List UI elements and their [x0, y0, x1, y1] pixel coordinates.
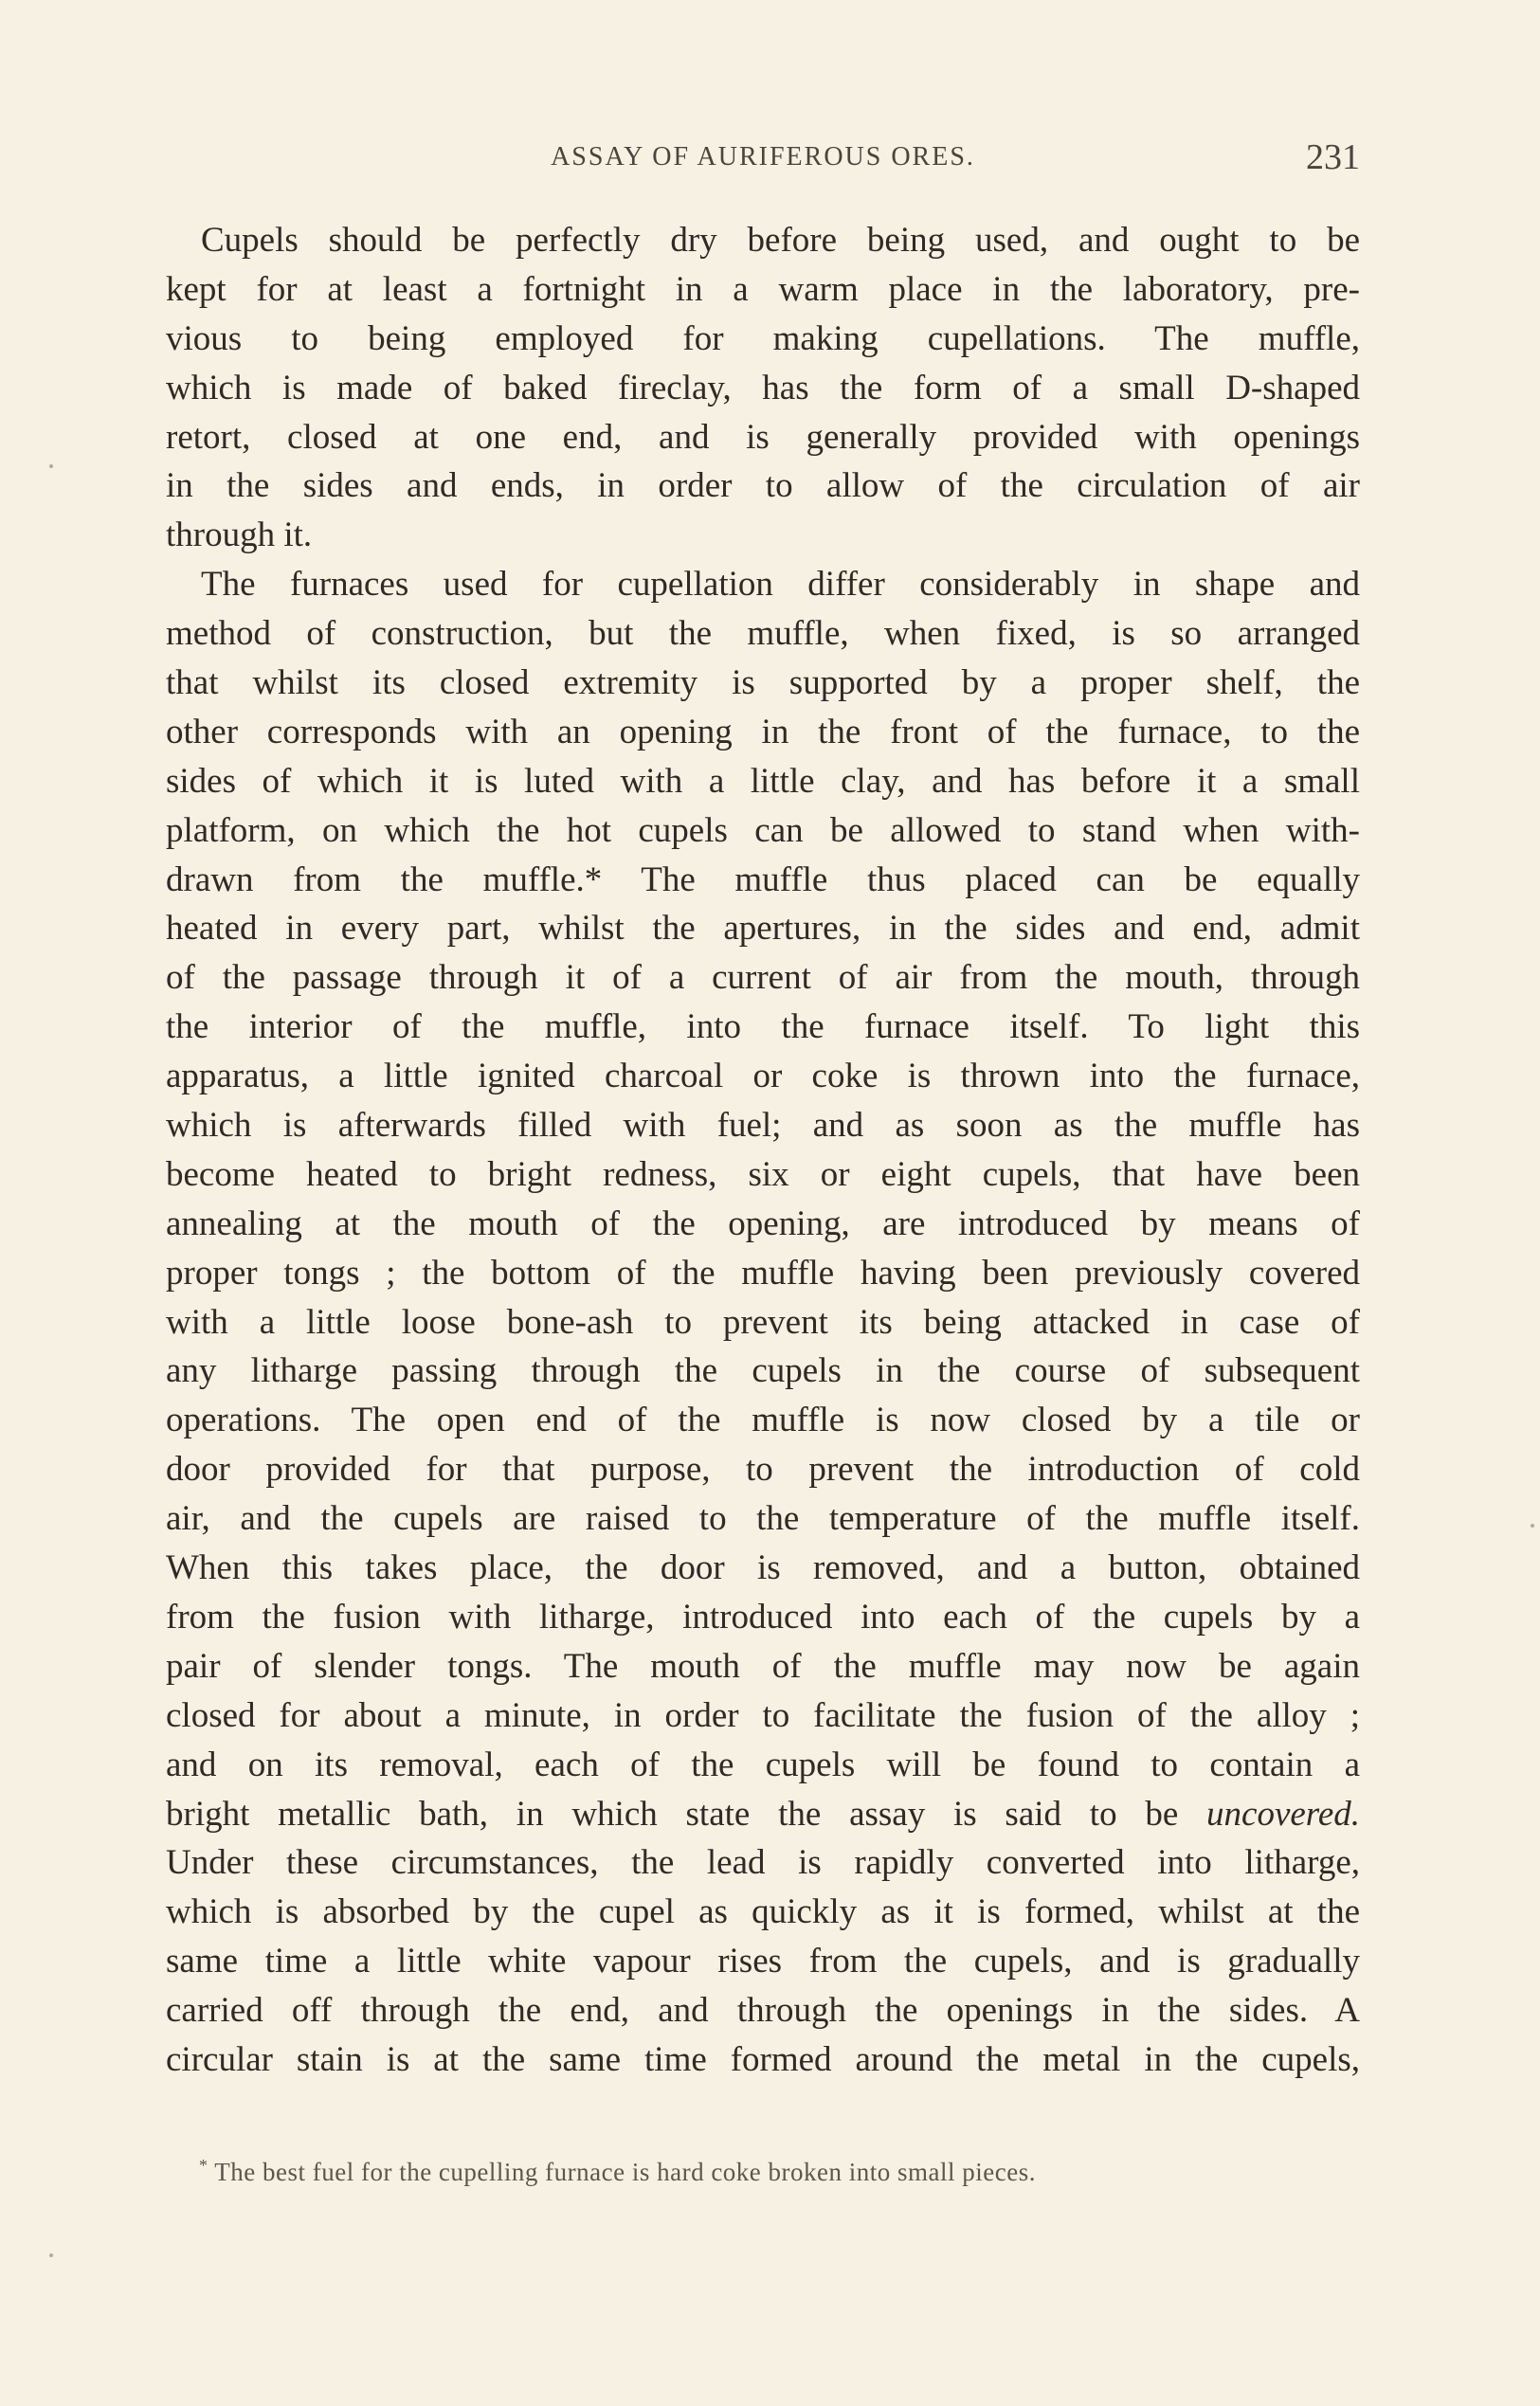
text-line: Cupels should be perfectly dry before being used, and ought to be [201, 221, 1360, 260]
paper-speck [49, 464, 53, 468]
footnote-text: The best fuel for the cupelling furnace is hard coke broken into small pieces. [214, 2158, 1036, 2186]
text-line: from the fusion with litharge, introduced into each of the cupels by a [166, 1597, 1360, 1637]
text-line-start: bright metallic bath, in which state the assay is said to be [166, 1794, 1179, 1834]
text-line: which is made of baked fireclay, has the form of a small D-shaped [166, 368, 1360, 407]
page-number: 231 [1306, 137, 1360, 177]
text-line: Under these circumstances, the lead is rapidly converted into litharge, [166, 1843, 1360, 1883]
text-line: The furnaces used for cupellation differ considerably in shape and [201, 565, 1360, 605]
footnote-marker: * [199, 2156, 208, 2175]
text-line: which is afterwards filled with fuel; and as soon as the muffle has [166, 1106, 1360, 1146]
text-line: same time a little white vapour rises from the cupels, and is gradually [166, 1942, 1360, 1981]
text-line: carried off through the end, and through the openings in the sides. A [166, 1991, 1360, 2031]
text-line: drawn from the muffle.* The muffle thus placed can be equally [166, 859, 1360, 899]
running-title: ASSAY OF AURIFEROUS ORES. [551, 142, 975, 172]
text-line: vious to being employed for making cupellations. The muffle, [166, 318, 1360, 358]
text-line: heated in every part, whilst the apertures, in the sides and end, admit [166, 909, 1360, 949]
text-line: apparatus, a little ignited charcoal or coke is thrown into the furnace, [166, 1057, 1360, 1096]
paper-speck [49, 2253, 53, 2257]
text-line: proper tongs ; the bottom of the muffle having been previously covered [166, 1253, 1360, 1293]
text-line: other corresponds with an opening in the front of the furnace, to the [166, 712, 1360, 751]
text-line: with a little loose bone-ash to prevent its being attacked in case of [166, 1302, 1360, 1342]
text-line [166, 1790, 1360, 1839]
emphasis-uncovered: uncovered. [1206, 1794, 1360, 1834]
text-line: the interior of the muffle, into the furnace itself. To light this [166, 1007, 1360, 1047]
text-line: annealing at the mouth of the opening, are introduced by means of [166, 1203, 1360, 1243]
text-line: When this takes place, the door is removed, and a button, obtained [166, 1548, 1360, 1588]
text-line: retort, closed at one end, and is generally provided with openings [166, 417, 1360, 457]
text-line: become heated to bright redness, six or eight cupels, that have been [166, 1154, 1360, 1194]
text-line: that whilst its closed extremity is supported by a proper shelf, the [166, 663, 1360, 703]
body-text [166, 216, 1360, 2085]
paper-speck [1531, 1524, 1534, 1528]
text-line: through it. [166, 516, 313, 555]
text-line: method of construction, but the muffle, when fixed, is so arranged [166, 614, 1360, 654]
text-line: closed for about a minute, in order to facilitate the fusion of the alloy ; [166, 1695, 1360, 1735]
running-head [166, 137, 1360, 184]
text-line: pair of slender tongs. The mouth of the muffle may now be again [166, 1646, 1360, 1686]
text-line: kept for at least a fortnight in a warm place in the laboratory, pre- [166, 269, 1360, 309]
text-line: any litharge passing through the cupels in the course of subsequent [166, 1351, 1360, 1391]
footnote [199, 2146, 1336, 2191]
text-line: air, and the cupels are raised to the temperature of the muffle itself. [166, 1499, 1360, 1539]
text-line: sides of which it is luted with a little clay, and has before it a small [166, 761, 1360, 801]
text-line: door provided for that purpose, to prevent the introduction of cold [166, 1450, 1360, 1490]
text-line: circular stain is at the same time formed around the metal in the cupels, [166, 2039, 1360, 2079]
text-line: which is absorbed by the cupel as quickly as it is formed, whilst at the [166, 1892, 1360, 1932]
text-line: operations. The open end of the muffle is now closed by a tile or [166, 1401, 1360, 1440]
text-line: of the passage through it of a current of air from the mouth, through [166, 958, 1360, 998]
text-line: and on its removal, each of the cupels will be found to contain a [166, 1745, 1360, 1784]
text-line: in the sides and ends, in order to allow of the circulation of air [166, 466, 1360, 506]
text-line: platform, on which the hot cupels can be allowed to stand when with- [166, 810, 1360, 850]
